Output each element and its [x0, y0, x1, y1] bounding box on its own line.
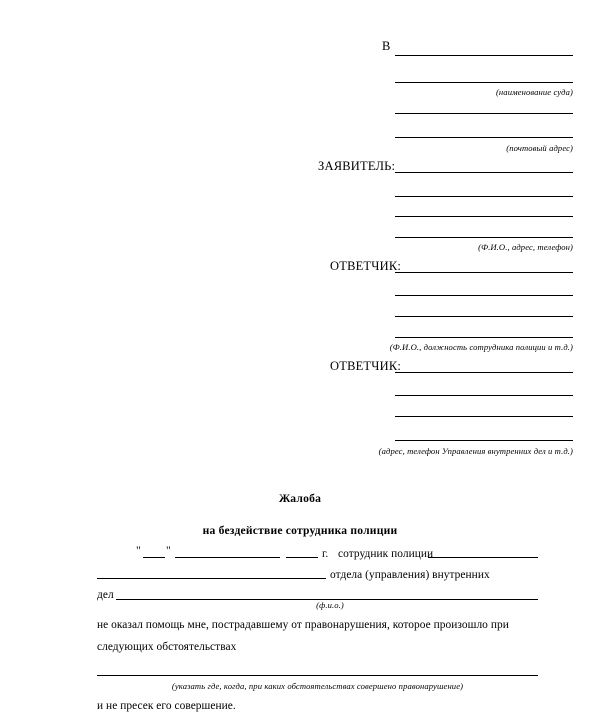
respondent-two-line-3[interactable]: [395, 416, 573, 417]
court-name-caption: (наименование суда): [495, 87, 573, 97]
date-year-blank[interactable]: [286, 557, 318, 558]
document-title: Жалоба: [278, 492, 322, 505]
applicant-label: ЗАЯВИТЕЛЬ:: [318, 159, 396, 173]
addressee-to-label: В: [382, 39, 391, 53]
circumstances-blank[interactable]: [97, 675, 538, 676]
addressee-postal-line-2[interactable]: [395, 137, 573, 138]
respondent-one-caption: (Ф.И.О., должность сотрудника полиции и т.д.): [389, 342, 573, 352]
respondent-two-caption: (адрес, телефон Управления внутренних дел и т.д.): [378, 446, 573, 456]
closing-line: и не пресек его совершение.: [97, 700, 236, 712]
respondent-one-line-1[interactable]: [395, 272, 573, 273]
date-quote-open: ": [136, 545, 141, 557]
department-blank-1[interactable]: [97, 578, 326, 579]
officer-phrase-label: сотрудник полиции: [338, 548, 434, 560]
circumstances-caption: (указать где, когда, при каких обстоятельствах совершено правонарушение): [171, 681, 464, 691]
fio-caption: (ф.и.о.): [316, 600, 344, 610]
date-quote-close: ": [166, 545, 171, 557]
date-day-blank[interactable]: [143, 557, 165, 558]
department-phrase-label: отдела (управления) внутренних: [330, 569, 490, 581]
respondent-two-line-4[interactable]: [395, 440, 573, 441]
postal-address-caption: (почтовый адрес): [506, 143, 573, 153]
document-subtitle: на бездействие сотрудника полиции: [202, 524, 398, 537]
paragraph-line-2: следующих обстоятельствах: [97, 641, 237, 653]
year-suffix-label: г.: [322, 548, 329, 560]
addressee-postal-line-1[interactable]: [395, 113, 573, 114]
addressee-court-line-2[interactable]: [395, 82, 573, 83]
respondent-two-line-1[interactable]: [395, 372, 573, 373]
addressee-court-line-1[interactable]: [395, 55, 573, 56]
applicant-line-2[interactable]: [395, 196, 573, 197]
respondent-two-line-2[interactable]: [395, 395, 573, 396]
applicant-line-3[interactable]: [395, 216, 573, 217]
department-word-label: дел: [97, 589, 114, 601]
paragraph-line-1: не оказал помощь мне, пострадавшему от правонарушения, которое произошло при: [97, 619, 509, 631]
officer-name-blank[interactable]: [428, 557, 538, 558]
respondent-one-line-2[interactable]: [395, 295, 573, 296]
respondent-two-label: ОТВЕТЧИК:: [330, 359, 402, 373]
respondent-one-label: ОТВЕТЧИК:: [330, 259, 402, 273]
applicant-caption: (Ф.И.О., адрес, телефон): [478, 242, 573, 252]
applicant-line-1[interactable]: [395, 172, 573, 173]
applicant-line-4[interactable]: [395, 237, 573, 238]
respondent-one-line-4[interactable]: [395, 337, 573, 338]
respondent-one-line-3[interactable]: [395, 316, 573, 317]
date-month-blank[interactable]: [175, 557, 280, 558]
